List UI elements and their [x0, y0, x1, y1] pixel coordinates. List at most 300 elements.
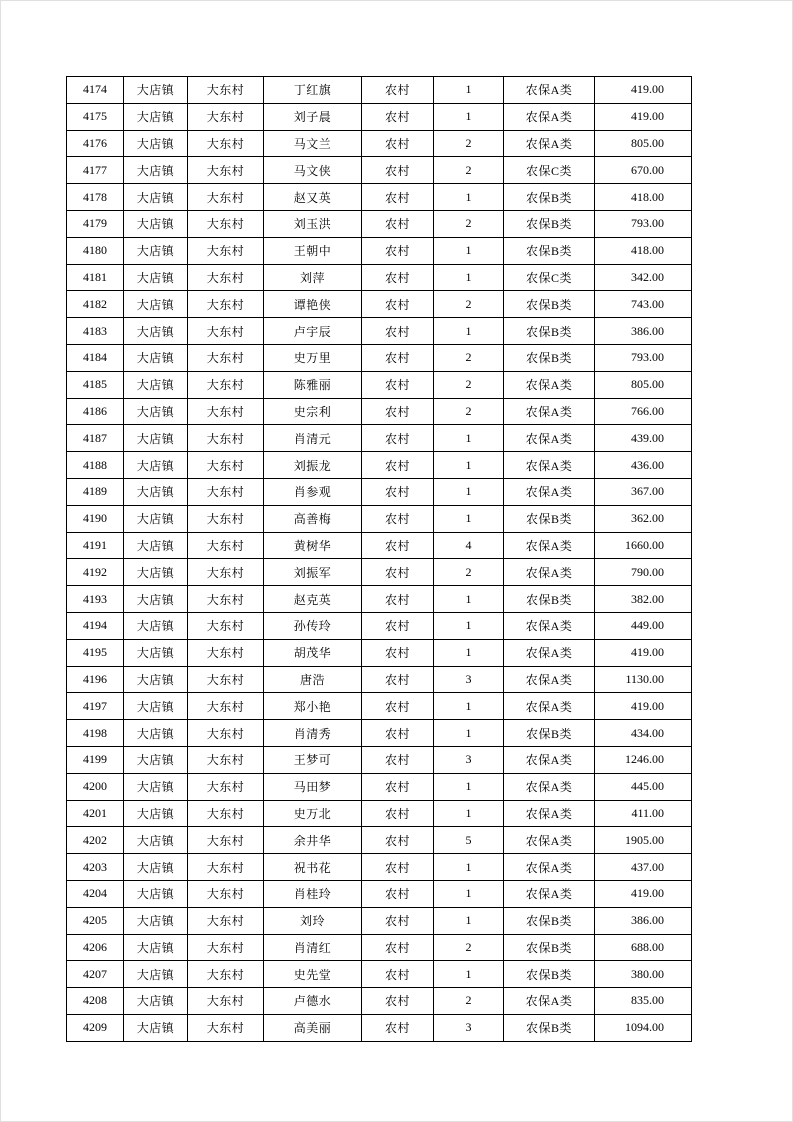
cell-name: 史先堂: [264, 961, 362, 988]
table-row: [67, 827, 692, 854]
cell-count: 1: [434, 693, 504, 720]
cell-type: 农村: [362, 961, 434, 988]
cell-id: 4206: [67, 934, 124, 961]
cell-category: 农保A类: [504, 77, 595, 104]
table-row: [67, 103, 692, 130]
cell-village: 大东村: [188, 237, 264, 264]
cell-id: 4186: [67, 398, 124, 425]
cell-category: 农保B类: [504, 1014, 595, 1041]
cell-id: 4188: [67, 452, 124, 479]
cell-count: 1: [434, 452, 504, 479]
table-row: [67, 773, 692, 800]
cell-town: 大店镇: [124, 666, 188, 693]
cell-category: 农保B类: [504, 184, 595, 211]
cell-town: 大店镇: [124, 854, 188, 881]
cell-town: 大店镇: [124, 264, 188, 291]
cell-category: 农保A类: [504, 800, 595, 827]
cell-id: 4199: [67, 746, 124, 773]
cell-category: 农保B类: [504, 344, 595, 371]
cell-town: 大店镇: [124, 988, 188, 1015]
cell-category: 农保A类: [504, 693, 595, 720]
table-row: [67, 398, 692, 425]
cell-category: 农保A类: [504, 478, 595, 505]
table-row: [67, 639, 692, 666]
cell-name: 刘萍: [264, 264, 362, 291]
cell-town: 大店镇: [124, 532, 188, 559]
cell-category: 农保A类: [504, 532, 595, 559]
cell-town: 大店镇: [124, 693, 188, 720]
cell-village: 大东村: [188, 907, 264, 934]
cell-village: 大东村: [188, 773, 264, 800]
cell-name: 郑小艳: [264, 693, 362, 720]
cell-count: 1: [434, 907, 504, 934]
cell-category: 农保A类: [504, 827, 595, 854]
cell-id: 4179: [67, 210, 124, 237]
data-table: [66, 76, 692, 1042]
cell-village: 大东村: [188, 800, 264, 827]
cell-village: 大东村: [188, 532, 264, 559]
table-row: [67, 77, 692, 104]
cell-town: 大店镇: [124, 237, 188, 264]
cell-count: 1: [434, 854, 504, 881]
cell-name: 马文兰: [264, 130, 362, 157]
cell-amount: 1905.00: [595, 827, 692, 854]
cell-amount: 445.00: [595, 773, 692, 800]
cell-category: 农保B类: [504, 720, 595, 747]
cell-name: 史万北: [264, 800, 362, 827]
cell-id: 4195: [67, 639, 124, 666]
cell-count: 1: [434, 800, 504, 827]
cell-count: 2: [434, 371, 504, 398]
cell-name: 赵克英: [264, 586, 362, 613]
cell-type: 农村: [362, 880, 434, 907]
cell-category: 农保A类: [504, 452, 595, 479]
cell-count: 1: [434, 184, 504, 211]
cell-village: 大东村: [188, 291, 264, 318]
table-row: [67, 371, 692, 398]
cell-count: 4: [434, 532, 504, 559]
cell-name: 王梦可: [264, 746, 362, 773]
cell-name: 胡茂华: [264, 639, 362, 666]
table-row: [67, 318, 692, 345]
cell-type: 农村: [362, 720, 434, 747]
cell-name: 肖桂玲: [264, 880, 362, 907]
cell-count: 2: [434, 130, 504, 157]
cell-category: 农保A类: [504, 612, 595, 639]
cell-name: 刘振龙: [264, 452, 362, 479]
cell-category: 农保B类: [504, 586, 595, 613]
cell-count: 1: [434, 77, 504, 104]
table-row: [67, 505, 692, 532]
cell-id: 4176: [67, 130, 124, 157]
cell-amount: 419.00: [595, 880, 692, 907]
table-row: [67, 210, 692, 237]
cell-amount: 386.00: [595, 318, 692, 345]
cell-name: 丁红旗: [264, 77, 362, 104]
cell-type: 农村: [362, 934, 434, 961]
cell-type: 农村: [362, 264, 434, 291]
cell-name: 王朝中: [264, 237, 362, 264]
cell-name: 刘振军: [264, 559, 362, 586]
cell-village: 大东村: [188, 693, 264, 720]
cell-amount: 688.00: [595, 934, 692, 961]
cell-village: 大东村: [188, 639, 264, 666]
cell-category: 农保A类: [504, 988, 595, 1015]
cell-count: 1: [434, 505, 504, 532]
cell-village: 大东村: [188, 77, 264, 104]
table-row: [67, 237, 692, 264]
cell-village: 大东村: [188, 318, 264, 345]
cell-id: 4184: [67, 344, 124, 371]
cell-town: 大店镇: [124, 961, 188, 988]
table-row: [67, 666, 692, 693]
table-row: [67, 934, 692, 961]
cell-type: 农村: [362, 237, 434, 264]
cell-category: 农保A类: [504, 854, 595, 881]
cell-village: 大东村: [188, 720, 264, 747]
cell-category: 农保C类: [504, 264, 595, 291]
cell-category: 农保A类: [504, 880, 595, 907]
cell-id: 4177: [67, 157, 124, 184]
cell-type: 农村: [362, 344, 434, 371]
table-row: [67, 693, 692, 720]
table-body: [67, 77, 692, 1042]
cell-village: 大东村: [188, 157, 264, 184]
cell-count: 2: [434, 559, 504, 586]
cell-amount: 790.00: [595, 559, 692, 586]
cell-name: 马田梦: [264, 773, 362, 800]
cell-type: 农村: [362, 371, 434, 398]
cell-category: 农保A类: [504, 559, 595, 586]
cell-type: 农村: [362, 210, 434, 237]
table-row: [67, 452, 692, 479]
cell-amount: 439.00: [595, 425, 692, 452]
cell-count: 3: [434, 1014, 504, 1041]
cell-type: 农村: [362, 130, 434, 157]
cell-id: 4185: [67, 371, 124, 398]
cell-id: 4181: [67, 264, 124, 291]
cell-amount: 1130.00: [595, 666, 692, 693]
cell-count: 2: [434, 157, 504, 184]
cell-name: 卢德水: [264, 988, 362, 1015]
cell-amount: 835.00: [595, 988, 692, 1015]
cell-amount: 418.00: [595, 184, 692, 211]
table-row: [67, 746, 692, 773]
cell-category: 农保B类: [504, 961, 595, 988]
cell-id: 4209: [67, 1014, 124, 1041]
cell-category: 农保A类: [504, 666, 595, 693]
cell-type: 农村: [362, 773, 434, 800]
cell-category: 农保B类: [504, 210, 595, 237]
cell-id: 4201: [67, 800, 124, 827]
cell-village: 大东村: [188, 666, 264, 693]
cell-count: 1: [434, 103, 504, 130]
cell-type: 农村: [362, 854, 434, 881]
cell-amount: 1094.00: [595, 1014, 692, 1041]
cell-count: 2: [434, 934, 504, 961]
table-row: [67, 478, 692, 505]
table-row: [67, 988, 692, 1015]
cell-count: 1: [434, 264, 504, 291]
cell-category: 农保A类: [504, 425, 595, 452]
cell-village: 大东村: [188, 586, 264, 613]
cell-id: 4180: [67, 237, 124, 264]
table-row: [67, 586, 692, 613]
cell-name: 祝书花: [264, 854, 362, 881]
cell-count: 1: [434, 478, 504, 505]
cell-category: 农保A类: [504, 639, 595, 666]
cell-amount: 419.00: [595, 693, 692, 720]
cell-count: 1: [434, 237, 504, 264]
cell-amount: 793.00: [595, 344, 692, 371]
cell-category: 农保A类: [504, 398, 595, 425]
cell-village: 大东村: [188, 130, 264, 157]
cell-village: 大东村: [188, 452, 264, 479]
cell-id: 4190: [67, 505, 124, 532]
cell-count: 2: [434, 344, 504, 371]
cell-amount: 342.00: [595, 264, 692, 291]
cell-name: 唐浩: [264, 666, 362, 693]
cell-count: 1: [434, 880, 504, 907]
cell-count: 1: [434, 773, 504, 800]
cell-type: 农村: [362, 398, 434, 425]
cell-id: 4203: [67, 854, 124, 881]
cell-category: 农保B类: [504, 291, 595, 318]
cell-id: 4183: [67, 318, 124, 345]
cell-count: 3: [434, 666, 504, 693]
cell-town: 大店镇: [124, 612, 188, 639]
cell-type: 农村: [362, 425, 434, 452]
cell-type: 农村: [362, 907, 434, 934]
cell-category: 农保B类: [504, 237, 595, 264]
cell-amount: 418.00: [595, 237, 692, 264]
cell-village: 大东村: [188, 344, 264, 371]
cell-town: 大店镇: [124, 371, 188, 398]
cell-amount: 793.00: [595, 210, 692, 237]
cell-amount: 382.00: [595, 586, 692, 613]
cell-town: 大店镇: [124, 398, 188, 425]
cell-village: 大东村: [188, 425, 264, 452]
cell-village: 大东村: [188, 184, 264, 211]
table-row: [67, 532, 692, 559]
cell-amount: 434.00: [595, 720, 692, 747]
cell-name: 高美丽: [264, 1014, 362, 1041]
cell-name: 卢宇辰: [264, 318, 362, 345]
cell-id: 4207: [67, 961, 124, 988]
cell-category: 农保B类: [504, 934, 595, 961]
cell-count: 1: [434, 961, 504, 988]
cell-town: 大店镇: [124, 478, 188, 505]
table-row: [67, 961, 692, 988]
cell-town: 大店镇: [124, 1014, 188, 1041]
cell-type: 农村: [362, 452, 434, 479]
cell-count: 1: [434, 612, 504, 639]
cell-name: 黄树华: [264, 532, 362, 559]
cell-name: 马文侠: [264, 157, 362, 184]
cell-category: 农保A类: [504, 103, 595, 130]
cell-type: 农村: [362, 827, 434, 854]
cell-count: 5: [434, 827, 504, 854]
cell-type: 农村: [362, 988, 434, 1015]
cell-count: 2: [434, 291, 504, 318]
cell-type: 农村: [362, 666, 434, 693]
cell-type: 农村: [362, 639, 434, 666]
cell-amount: 367.00: [595, 478, 692, 505]
cell-name: 刘玉洪: [264, 210, 362, 237]
cell-category: 农保A类: [504, 371, 595, 398]
cell-amount: 419.00: [595, 103, 692, 130]
cell-category: 农保A类: [504, 773, 595, 800]
cell-village: 大东村: [188, 612, 264, 639]
cell-village: 大东村: [188, 559, 264, 586]
cell-amount: 380.00: [595, 961, 692, 988]
cell-category: 农保B类: [504, 505, 595, 532]
cell-type: 农村: [362, 291, 434, 318]
cell-count: 2: [434, 988, 504, 1015]
cell-type: 农村: [362, 103, 434, 130]
table-row: [67, 907, 692, 934]
cell-type: 农村: [362, 478, 434, 505]
cell-count: 1: [434, 639, 504, 666]
cell-name: 谭艳侠: [264, 291, 362, 318]
cell-type: 农村: [362, 800, 434, 827]
cell-id: 4174: [67, 77, 124, 104]
cell-id: 4182: [67, 291, 124, 318]
cell-town: 大店镇: [124, 184, 188, 211]
table-row: [67, 800, 692, 827]
cell-amount: 362.00: [595, 505, 692, 532]
table-row: [67, 720, 692, 747]
cell-amount: 419.00: [595, 639, 692, 666]
cell-town: 大店镇: [124, 77, 188, 104]
table-row: [67, 425, 692, 452]
cell-type: 农村: [362, 184, 434, 211]
cell-name: 余井华: [264, 827, 362, 854]
table-row: [67, 157, 692, 184]
cell-type: 农村: [362, 505, 434, 532]
cell-town: 大店镇: [124, 746, 188, 773]
cell-name: 刘子晨: [264, 103, 362, 130]
cell-village: 大东村: [188, 210, 264, 237]
cell-town: 大店镇: [124, 880, 188, 907]
cell-count: 1: [434, 720, 504, 747]
cell-village: 大东村: [188, 478, 264, 505]
cell-town: 大店镇: [124, 586, 188, 613]
cell-town: 大店镇: [124, 505, 188, 532]
cell-village: 大东村: [188, 827, 264, 854]
cell-name: 肖清红: [264, 934, 362, 961]
cell-type: 农村: [362, 586, 434, 613]
cell-name: 孙传玲: [264, 612, 362, 639]
cell-town: 大店镇: [124, 130, 188, 157]
cell-amount: 1660.00: [595, 532, 692, 559]
cell-type: 农村: [362, 1014, 434, 1041]
cell-id: 4194: [67, 612, 124, 639]
cell-type: 农村: [362, 532, 434, 559]
table-row: [67, 344, 692, 371]
cell-category: 农保B类: [504, 318, 595, 345]
cell-count: 2: [434, 210, 504, 237]
cell-id: 4196: [67, 666, 124, 693]
cell-id: 4204: [67, 880, 124, 907]
cell-village: 大东村: [188, 880, 264, 907]
cell-name: 史万里: [264, 344, 362, 371]
cell-town: 大店镇: [124, 720, 188, 747]
cell-name: 肖参观: [264, 478, 362, 505]
cell-town: 大店镇: [124, 103, 188, 130]
cell-id: 4205: [67, 907, 124, 934]
cell-name: 史宗利: [264, 398, 362, 425]
cell-town: 大店镇: [124, 639, 188, 666]
cell-village: 大东村: [188, 1014, 264, 1041]
cell-id: 4202: [67, 827, 124, 854]
cell-village: 大东村: [188, 264, 264, 291]
cell-town: 大店镇: [124, 827, 188, 854]
cell-town: 大店镇: [124, 559, 188, 586]
cell-town: 大店镇: [124, 907, 188, 934]
cell-village: 大东村: [188, 103, 264, 130]
cell-category: 农保A类: [504, 130, 595, 157]
cell-town: 大店镇: [124, 210, 188, 237]
cell-name: 赵又英: [264, 184, 362, 211]
cell-village: 大东村: [188, 988, 264, 1015]
cell-amount: 1246.00: [595, 746, 692, 773]
cell-name: 肖清秀: [264, 720, 362, 747]
cell-category: 农保B类: [504, 907, 595, 934]
cell-name: 刘玲: [264, 907, 362, 934]
table-row: [67, 291, 692, 318]
cell-category: 农保C类: [504, 157, 595, 184]
cell-town: 大店镇: [124, 452, 188, 479]
cell-type: 农村: [362, 612, 434, 639]
cell-id: 4189: [67, 478, 124, 505]
table-row: [67, 264, 692, 291]
cell-village: 大东村: [188, 746, 264, 773]
cell-amount: 436.00: [595, 452, 692, 479]
cell-town: 大店镇: [124, 773, 188, 800]
cell-village: 大东村: [188, 934, 264, 961]
cell-type: 农村: [362, 559, 434, 586]
cell-amount: 805.00: [595, 371, 692, 398]
table-row: [67, 130, 692, 157]
cell-id: 4198: [67, 720, 124, 747]
cell-amount: 386.00: [595, 907, 692, 934]
cell-village: 大东村: [188, 505, 264, 532]
table-row: [67, 1014, 692, 1041]
cell-amount: 419.00: [595, 77, 692, 104]
cell-amount: 437.00: [595, 854, 692, 881]
cell-type: 农村: [362, 746, 434, 773]
table-row: [67, 854, 692, 881]
table-row: [67, 184, 692, 211]
cell-type: 农村: [362, 318, 434, 345]
cell-town: 大店镇: [124, 934, 188, 961]
cell-village: 大东村: [188, 961, 264, 988]
cell-category: 农保A类: [504, 746, 595, 773]
cell-amount: 766.00: [595, 398, 692, 425]
cell-count: 1: [434, 586, 504, 613]
table-row: [67, 559, 692, 586]
cell-count: 2: [434, 398, 504, 425]
cell-name: 高善梅: [264, 505, 362, 532]
cell-amount: 670.00: [595, 157, 692, 184]
table-row: [67, 880, 692, 907]
cell-type: 农村: [362, 157, 434, 184]
cell-id: 4192: [67, 559, 124, 586]
cell-id: 4175: [67, 103, 124, 130]
cell-count: 1: [434, 318, 504, 345]
cell-town: 大店镇: [124, 344, 188, 371]
